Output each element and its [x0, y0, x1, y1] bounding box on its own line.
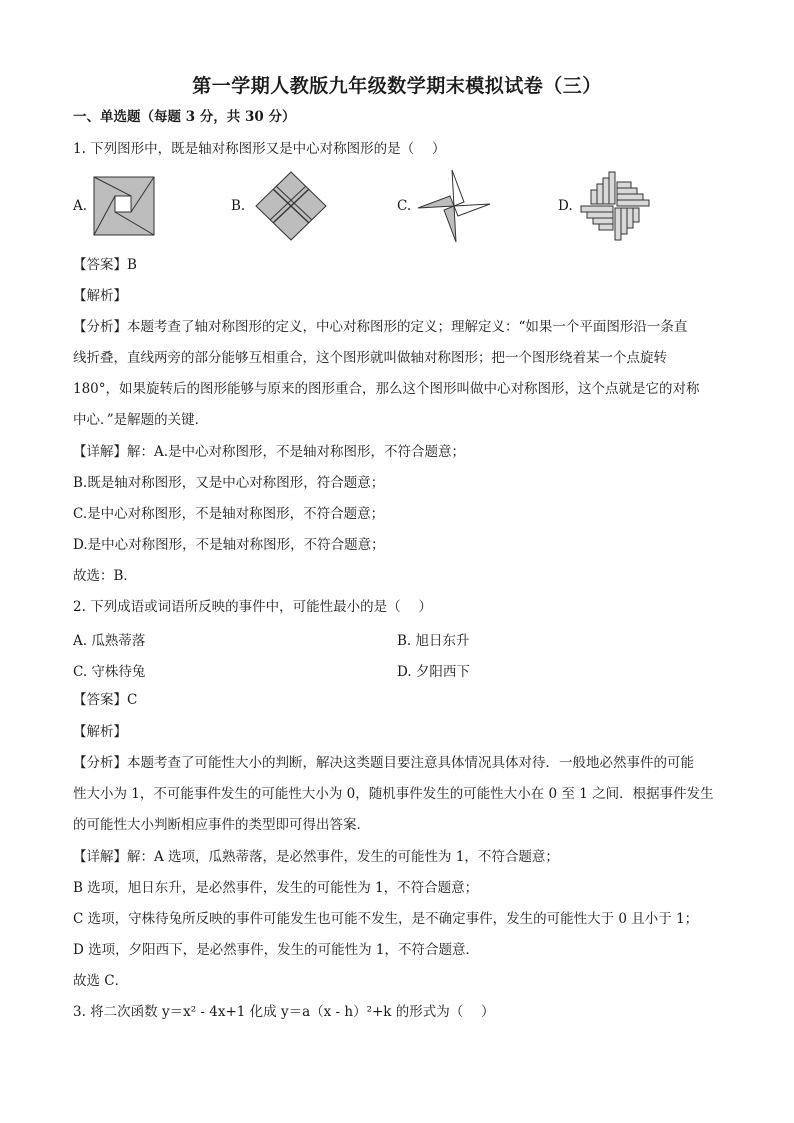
- q2-fenxi-line: 【分析】本题考查了可能性大小的判断，解决这类题目要注意具体情况具体对待．一般地必然事件的可能: [73, 755, 694, 771]
- q2-xiangjie-line: 【详解】解：A 选项，瓜熟蒂落，是必然事件，发生的可能性为 1，不符合题意；: [73, 849, 559, 865]
- q1-option-b-label: B.: [231, 198, 246, 214]
- section-heading: 一、单选题（每题 3 分，共 30 分）: [73, 109, 296, 125]
- q1-xiangjie-line: D.是中心对称图形，不是轴对称图形，不符合题意；: [73, 537, 385, 553]
- q3-stem: 3. 将二次函数 y＝x² - 4x+1 化成 y＝a（x - h）²+k 的形式为（ ）: [73, 1004, 495, 1020]
- q2-option-d: D. 夕阳西下: [397, 664, 470, 680]
- q2-xiangjie-line: B 选项，旭日东升，是必然事件，发生的可能性为 1，不符合题意；: [73, 880, 479, 896]
- q1-xiangjie-line: 故选：B．: [73, 568, 137, 584]
- q1-answer: 【答案】B: [73, 257, 137, 273]
- q2-stem: 2. 下列成语或词语所反映的事件中，可能性最小的是（ ）: [73, 599, 432, 615]
- q1-figure-d: [579, 170, 651, 242]
- q2-fenxi-line: 的可能性大小判断相应事件的类型即可得出答案．: [73, 817, 370, 833]
- q1-stem: 1. 下列图形中，既是轴对称图形又是中心对称图形的是（ ）: [73, 141, 446, 157]
- q1-figure-c: [416, 168, 492, 244]
- q1-option-c-label: C.: [397, 198, 412, 214]
- q2-xiangjie-line: C 选项，守株待兔所反映的事件可能发生也可能不发生，是不确定事件，发生的可能性大于 0 且小于 1；: [73, 911, 699, 927]
- q2-answer: 【答案】C: [73, 692, 138, 708]
- q1-xiangjie-line: C.是中心对称图形，不是轴对称图形，不符合题意；: [73, 506, 385, 522]
- q1-fenxi-line: 【分析】本题考查了轴对称图形的定义，中心对称图形的定义；理解定义：“如果一个平面图形沿一条直: [73, 319, 688, 335]
- q2-option-c: C. 守株待兔: [73, 664, 146, 680]
- q2-fenxi-line: 性大小为 1，不可能事件发生的可能性大小为 0，随机事件发生的可能性大小在 0 至 1 之间．根据事件发生: [73, 786, 714, 802]
- q2-xiangjie-line: 故选 C．: [73, 973, 129, 989]
- q2-option-b: B. 旭日东升: [397, 633, 470, 649]
- q2-analysis-tag: 【解析】: [73, 724, 127, 740]
- q1-xiangjie-line: B.既是轴对称图形，又是中心对称图形，符合题意；: [73, 475, 385, 491]
- q1-figure-b: [254, 170, 328, 242]
- q2-option-a: A. 瓜熟蒂落: [73, 633, 146, 649]
- q1-figure-a: [93, 176, 155, 236]
- q1-fenxi-line: 线折叠，直线两旁的部分能够互相重合，这个图形就叫做轴对称图形；把一个图形绕着某一个点旋转: [73, 350, 667, 366]
- q1-analysis-tag: 【解析】: [73, 288, 127, 304]
- q1-option-d-label: D.: [558, 198, 573, 214]
- q1-xiangjie-line: 【详解】解：A.是中心对称图形，不是轴对称图形，不符合题意；: [73, 444, 466, 460]
- q1-option-a-label: A.: [73, 198, 88, 214]
- q1-fenxi-line: 180°，如果旋转后的图形能够与原来的图形重合，那么这个图形叫做中心对称图形，这个点就是它的对称: [73, 381, 700, 397]
- q1-fenxi-line: 中心．”是解题的关键．: [73, 412, 209, 428]
- page-title: 第一学期人教版九年级数学期末模拟试卷（三）: [192, 75, 602, 97]
- q2-xiangjie-line: D 选项，夕阳西下，是必然事件，发生的可能性为 1，不符合题意．: [73, 942, 479, 958]
